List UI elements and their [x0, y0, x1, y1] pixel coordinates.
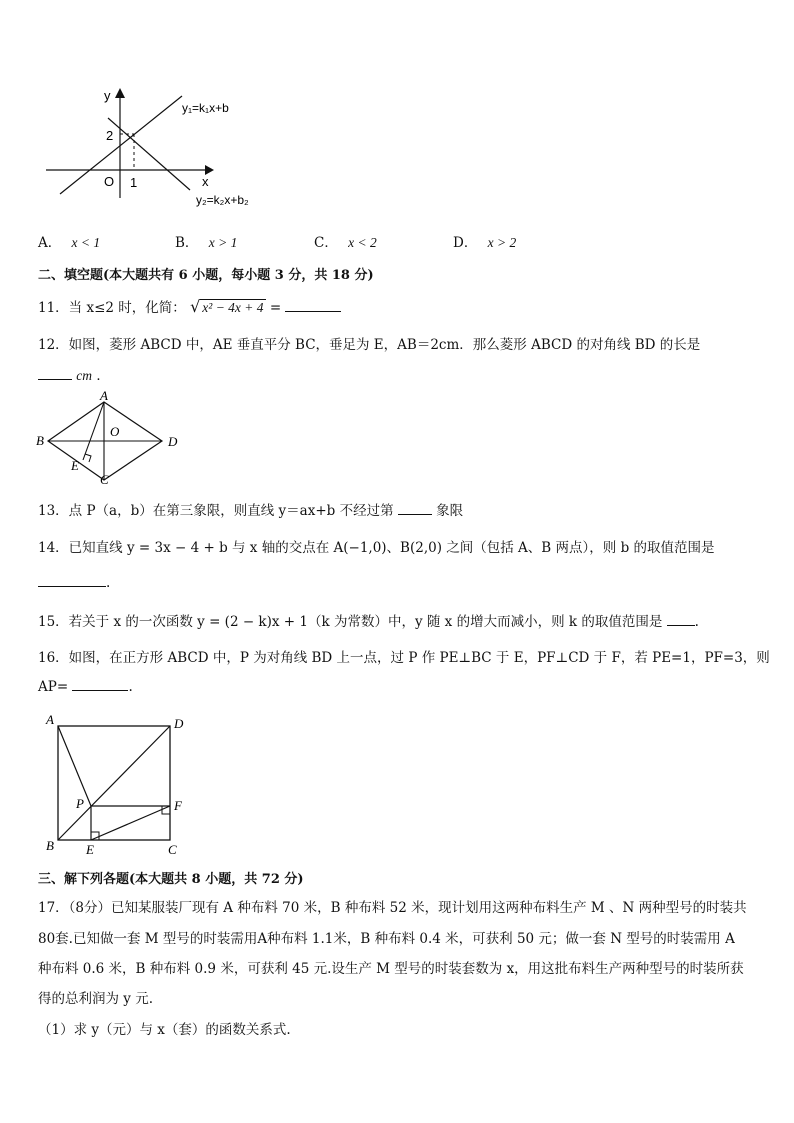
option-b-letter: B．: [175, 235, 199, 251]
line2-equation: y₂=k₂x+b₂: [196, 193, 249, 207]
option-c-letter: C．: [314, 235, 338, 251]
right-angle-mark-e: [85, 454, 91, 462]
rhombus-label-b: B: [36, 433, 44, 448]
q13-answer-blank: [398, 502, 432, 515]
option-d: [453, 231, 516, 251]
square-label-b: B: [46, 838, 54, 853]
section2-heading: 二、填空题(本大题共有 6 小题，每小题 3 分，共 18 分): [38, 268, 374, 283]
diagonal-bd: [58, 726, 170, 840]
question-17-line2: 80套.已知做一套 M 型号的时装需用A种布料 1.1米，B 种布料 0.4 米，可获利 50 元；做一套 N 型号的时装需用 A: [38, 931, 735, 947]
origin-label: O: [104, 174, 115, 189]
square-label-f: F: [174, 798, 182, 813]
question-16-line1: 16．如图，在正方形 ABCD 中，P 为对角线 BD 上一点，过 P 作 PE⊥BC 于 E，PF⊥CD 于 F，若 PE=1，PF=3，则: [38, 650, 770, 666]
question-16-line2: AP= .: [38, 679, 133, 695]
q14-answer-blank: [38, 574, 106, 587]
rhombus-label-c: C: [100, 472, 109, 486]
figure-square: [40, 712, 200, 858]
question-12-line2: [38, 364, 110, 384]
option-d-expr: x > 2: [487, 235, 517, 250]
q11-radicand: x² − 4x + 4: [202, 300, 264, 315]
q11-suffix: =: [269, 300, 282, 316]
q13-text: 13．点 P（a，b）在第三象限，则直线 y＝ax+b 不经过第: [38, 503, 394, 519]
y-axis-arrow: [115, 88, 125, 98]
q11-answer-blank: [285, 299, 341, 312]
q12-unit: cm: [76, 368, 93, 383]
line1-equation: y₁=k₁x+b: [182, 101, 229, 115]
question-17-line3: 种布料 0.6 米，B 种布料 0.9 米，可获利 45 元.设生产 M 型号的时装套数为 x，用这批布料生产两种型号的时装所获: [38, 961, 744, 977]
segment-ae: [83, 402, 104, 460]
option-b: [175, 231, 237, 251]
question-17-line4: 得的总利润为 y 元.: [38, 991, 154, 1007]
option-a-expr: x < 1: [71, 235, 101, 250]
option-d-letter: D．: [453, 235, 478, 251]
tick-label-1: 1: [130, 175, 138, 190]
rhombus-label-e: E: [71, 458, 79, 473]
x-axis-label: x: [202, 174, 209, 189]
question-14-line2: .: [38, 574, 110, 591]
rhombus-label-o: O: [110, 424, 120, 439]
q13-suffix: 象限: [436, 503, 464, 519]
q15-answer-blank: [667, 613, 695, 626]
segment-ef: [91, 806, 170, 840]
q12-end: ．: [96, 368, 110, 384]
question-14: 14．已知直线 y = 3x − 4 + b 与 x 轴的交点在 A(−1,0)、B(2,0) 之间（包括 A、B 两点），则 b 的取值范围是: [38, 540, 715, 556]
q11-prefix: 11．当 x≤2 时，化简：: [38, 300, 186, 316]
square-label-p: P: [76, 796, 84, 811]
question-11: [38, 296, 341, 316]
option-b-expr: x > 1: [208, 235, 238, 250]
question-13: [38, 499, 463, 519]
option-c-expr: x < 2: [348, 235, 377, 250]
q12-answer-blank: [38, 367, 72, 380]
figure-two-lines: [40, 86, 280, 214]
square-label-a: A: [46, 712, 54, 727]
section3-heading: 三、解下列各题(本大题共 8 小题，共 72 分): [38, 872, 304, 887]
q16-answer-blank: [72, 678, 128, 691]
question-17-part1: （1）求 y（元）与 x（套）的函数关系式.: [38, 1022, 291, 1038]
option-a-letter: A．: [38, 235, 62, 251]
square-label-c: C: [168, 842, 177, 857]
figure-rhombus: [34, 390, 194, 486]
option-c: [314, 231, 377, 251]
square-label-e: E: [86, 842, 94, 857]
y-axis-label: y: [104, 88, 111, 103]
question-15: 15．若关于 x 的一次函数 y = (2 − k)x + 1（k 为常数）中，y 随 x 的增大而减小，则 k 的取值范围是 .: [38, 614, 699, 630]
question-12-line1: 12．如图，菱形 ABCD 中，AE 垂直平分 BC，垂足为 E，AB＝2cm．那么菱形 ABCD 的对角线 BD 的长是: [38, 337, 701, 353]
line-y1: [60, 96, 182, 194]
question-17-line1: 17．（8分）已知某服装厂现有 A 种布料 70 米，B 种布料 52 米，现计划用这两种布料生产 M 、N 两种型号的时装共: [38, 900, 747, 916]
segment-ap: [58, 726, 91, 806]
square-label-d: D: [174, 716, 184, 731]
q16-prefix: AP=: [38, 679, 69, 695]
rhombus-label-d: D: [168, 434, 178, 449]
q11-radical: √: [190, 297, 201, 316]
rhombus-label-a: A: [100, 390, 108, 403]
tick-label-2: 2: [106, 128, 114, 143]
q15-text: 15．若关于 x 的一次函数 y = (2 − k)x + 1（k 为常数）中，y 随 x 的增大而减小，则 k 的取值范围是: [38, 614, 663, 630]
option-a: [38, 231, 100, 251]
